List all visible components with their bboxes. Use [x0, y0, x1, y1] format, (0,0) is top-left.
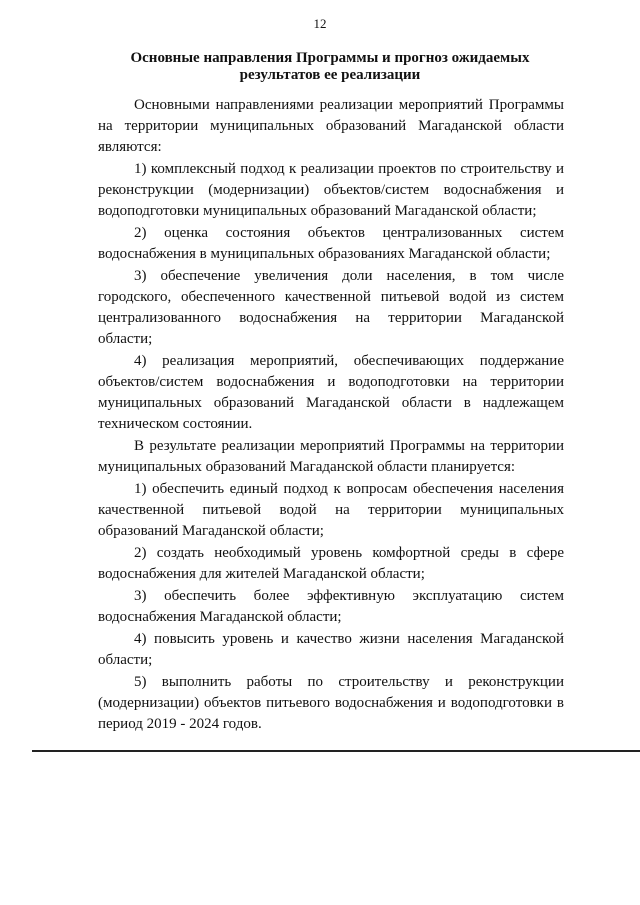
results-intro-paragraph: В результате реализации мероприятий Программы на территории муниципальных образований Магаданской области планируется: — [98, 438, 564, 475]
page-number: 12 — [313, 16, 327, 31]
result-item-4: 4) повысить уровень и качество жизни населения Магаданской области; — [98, 631, 564, 668]
result-item-5: 5) выполнить работы по строительству и реконструкции (модернизации) объектов питьевого водоснабжения и водоподготовки в период 2019 - 2024 годов. — [98, 674, 564, 732]
direction-item-1: 1) комплексный подход к реализации проектов по строительству и реконструкции (модернизации) объектов/систем водоснабжения и водоподготовки муниципальных образований Магаданской области; — [98, 161, 564, 219]
direction-item-3: 3) обеспечение увеличения доли населения, в том числе городского, обеспеченного качественной питьевой водой из систем централизованного водоснабжения на территории Магаданской области; — [98, 268, 564, 347]
result-item-1: 1) обеспечить единый подход к вопросам обеспечения населения качественной питьевой водой на территории муниципальных образований Магаданской области; — [98, 481, 564, 539]
direction-item-2: 2) оценка состояния объектов централизованных систем водоснабжения в муниципальных образованиях Магаданской области; — [98, 225, 564, 262]
section-heading: Основные направления Программы и прогноз ожидаемых результатов ее реализации — [130, 50, 530, 83]
document-body — [98, 95, 564, 736]
horizontal-divider — [32, 750, 640, 752]
direction-item-4: 4) реализация мероприятий, обеспечивающих поддержание объектов/систем водоснабжения и водоподготовки на территории муниципальных образований Магаданской области в надлежащем техническом состоянии. — [98, 353, 564, 432]
directions-intro-paragraph: Основными направлениями реализации мероприятий Программы на территории муниципальных образований Магаданской области являются: — [98, 97, 564, 155]
result-item-3: 3) обеспечить более эффективную эксплуатацию систем водоснабжения Магаданской области; — [98, 588, 564, 625]
result-item-2: 2) создать необходимый уровень комфортной среды в сфере водоснабжения для жителей Магаданской области; — [98, 545, 564, 582]
